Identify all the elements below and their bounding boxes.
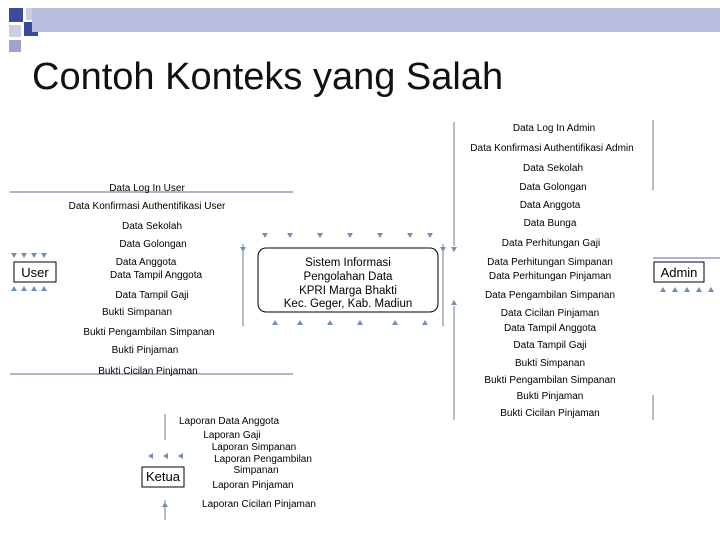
arrowhead-down <box>347 233 353 238</box>
flow-label: Bukti Pengambilan Simpanan <box>484 375 616 386</box>
flow-label: Laporan Simpanan <box>211 442 297 453</box>
flow-label: Data Konfirmasi Authentifikasi Admin <box>470 143 634 154</box>
flow-label: Data Bunga <box>523 218 577 229</box>
flow-label: Bukti Simpanan <box>514 358 586 369</box>
flow-label: Data Golongan <box>119 239 187 250</box>
flow-label: Data Tampil Anggota <box>503 323 597 334</box>
arrowhead-down <box>377 233 383 238</box>
arrowhead-up <box>31 286 37 291</box>
arrowhead-up <box>21 286 27 291</box>
flow-label: Data Anggota <box>115 257 177 268</box>
arrowhead-down <box>317 233 323 238</box>
arrowhead-up <box>392 320 398 325</box>
flow-label: Bukti Cicilan Pinjaman <box>500 408 600 419</box>
arrowhead-up <box>162 502 168 507</box>
arrowhead-up <box>272 320 278 325</box>
flow-label: Laporan Data Anggota <box>178 416 280 427</box>
arrowhead-up <box>11 286 17 291</box>
flow-label: Data Cicilan Pinjaman <box>500 308 600 319</box>
ketua-flow-labels <box>179 416 316 510</box>
arrowhead-left <box>148 453 153 459</box>
arrowhead-left <box>163 453 168 459</box>
arrowhead-up <box>696 287 702 292</box>
process-line: Sistem Informasi <box>305 257 391 269</box>
arrowhead-up <box>297 320 303 325</box>
arrowhead-down <box>407 233 413 238</box>
arrowhead-down <box>427 233 433 238</box>
flow-label: Data Tampil Gaji <box>513 340 587 351</box>
flow-label: Data Pengambilan Simpanan <box>484 290 616 301</box>
flow-label: Data Sekolah <box>522 163 584 174</box>
flow-label: Simpanan <box>233 465 279 476</box>
arrowhead-down <box>21 253 27 258</box>
flow-label: Data Perhitungan Simpanan <box>487 257 613 268</box>
arrowhead-up <box>660 287 666 292</box>
arrowhead-up <box>357 320 363 325</box>
flow-label: Bukti Pengambilan Simpanan <box>83 327 215 338</box>
entity-admin: Admin <box>660 265 698 280</box>
flow-label: Data Tampil Anggota <box>109 270 203 281</box>
flow-label: Laporan Pengambilan <box>214 454 312 465</box>
admin-flow-labels <box>470 123 633 419</box>
flow-label: Data Log In Admin <box>512 123 596 134</box>
arrowhead-left <box>178 453 183 459</box>
flow-label: Bukti Simpanan <box>101 307 173 318</box>
flow-label: Data Golongan <box>519 182 587 193</box>
process-line: KPRI Marga Bhakti <box>299 285 397 297</box>
flow-label: Laporan Gaji <box>203 430 261 441</box>
flow-label: Data Tampil Gaji <box>115 290 189 301</box>
entity-user: User <box>21 265 49 280</box>
arrowhead-down <box>11 253 17 258</box>
flow-label: Bukti Pinjaman <box>516 391 584 402</box>
flow-label: Laporan Pinjaman <box>212 480 294 491</box>
flow-label: Data Sekolah <box>121 221 183 232</box>
slide-title: Contoh Konteks yang Salah <box>32 56 504 98</box>
flow-label: Data Log In User <box>109 183 185 194</box>
arrowhead-up <box>672 287 678 292</box>
flow-label: Bukti Pinjaman <box>111 345 179 356</box>
entity-ketua: Ketua <box>146 469 180 484</box>
arrowhead-down <box>240 247 246 252</box>
arrowhead-up <box>708 287 714 292</box>
flow-label: Bukti Cicilan Pinjaman <box>98 366 198 377</box>
process-line: Pengolahan Data <box>303 271 393 283</box>
arrowhead-down <box>451 247 457 252</box>
arrowhead-down <box>440 247 446 252</box>
user-flow-labels <box>69 183 226 377</box>
process-line: Kec. Geger, Kab. Madiun <box>283 298 413 310</box>
flow-label: Laporan Cicilan Pinjaman <box>202 499 316 510</box>
flow-label: Data Anggota <box>519 200 581 211</box>
arrowhead-up <box>327 320 333 325</box>
arrowhead-up <box>422 320 428 325</box>
flow-label: Data Perhitungan Pinjaman <box>488 271 612 282</box>
arrowhead-up <box>684 287 690 292</box>
arrowhead-up <box>451 300 457 305</box>
arrowhead-down <box>31 253 37 258</box>
arrowhead-down <box>287 233 293 238</box>
arrowhead-down <box>262 233 268 238</box>
flow-label: Data Perhitungan Gaji <box>501 238 601 249</box>
flow-label: Data Konfirmasi Authentifikasi User <box>68 201 226 212</box>
arrowhead-up <box>41 286 47 291</box>
arrowhead-down <box>41 253 47 258</box>
